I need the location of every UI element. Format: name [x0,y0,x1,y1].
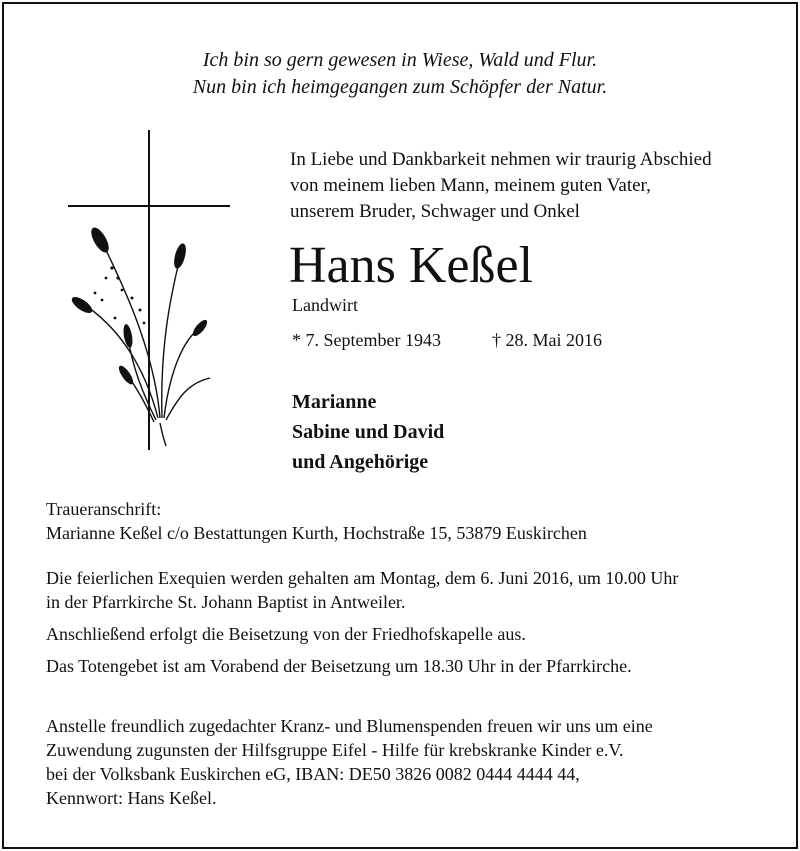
deceased-name: Hans Keßel [289,237,534,294]
mourner-line-2: Sabine und David [292,421,445,443]
mourners [292,387,444,477]
birth-date: * 7. September 1943 [292,330,441,350]
service-line-1: Die feierlichen Exequien werden gehalten am Montag, dem 6. Juni 2016, um 10.00 Uhr [46,568,679,588]
wheat-ears-icon [82,238,210,446]
donation-request [46,714,653,810]
intro-text [290,147,712,225]
death-date: † 28. Mai 2016 [492,330,602,350]
prayer-text: Das Totengebet ist am Vorabend der Beisetzung um 18.30 Uhr in der Pfarrkirche. [46,656,632,676]
address-label: Traueranschrift: [46,499,162,519]
cross-icon [68,130,230,450]
mourner-line-3: und Angehörige [292,451,429,473]
donation-line-1: Anstelle freundlich zugedachter Kranz- und Blumenspenden freuen wir uns um eine [46,716,653,736]
mourner-line-1: Marianne [292,391,377,413]
motto-line-1: Ich bin so gern gewesen in Wiese, Wald und Flur. [202,49,598,71]
intro-line-2: von meinem lieben Mann, meinem guten Vater, [290,175,651,196]
mourning-address [46,497,587,545]
intro-line-1: In Liebe und Dankbarkeit nehmen wir traurig Abschied [290,149,712,170]
life-dates [292,330,602,351]
funeral-service [46,566,678,614]
address-text: Marianne Keßel c/o Bestattungen Kurth, Hochstraße 15, 53879 Euskirchen [46,523,587,543]
burial-info [46,622,526,646]
burial-text: Anschließend erfolgt die Beisetzung von der Friedhofskapelle aus. [46,624,526,644]
prayer-info [46,654,632,678]
service-line-2: in der Pfarrkirche St. Johann Baptist in Antweiler. [46,592,406,612]
deceased-profession: Landwirt [292,295,358,315]
intro-line-3: unserem Bruder, Schwager und Onkel [290,201,580,222]
cross-and-wheat-illustration [60,128,240,458]
donation-line-2: Zuwendung zugunsten der Hilfsgruppe Eifel - Hilfe für krebskranke Kinder e.V. [46,740,624,760]
donation-line-3: bei der Volksbank Euskirchen eG, IBAN: DE50 3826 0082 0444 4444 44, [46,764,580,784]
donation-line-4: Kennwort: Hans Keßel. [46,788,217,808]
motto-verse [0,47,800,101]
motto-line-2: Nun bin ich heimgegangen zum Schöpfer der Natur. [192,76,608,98]
